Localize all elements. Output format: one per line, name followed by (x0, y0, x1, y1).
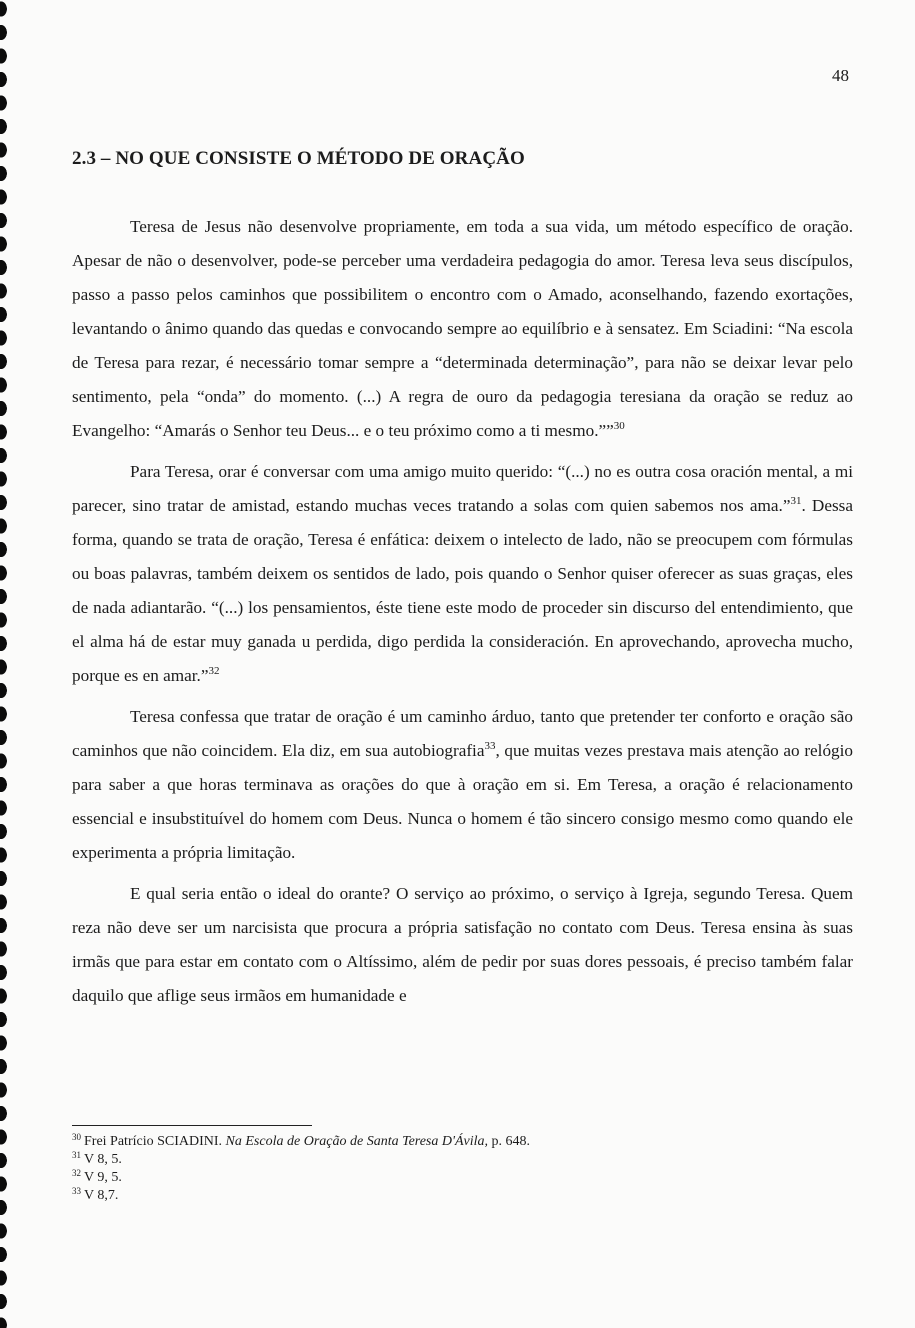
footnote-ref: 30 (613, 420, 625, 432)
paragraph: Para Teresa, orar é conversar com uma amigo muito querido: “(...) no es outra cosa oración mental, a mi parecer, sino tratar de amistad, estando muchas veces tratando a solas com quien sabemos nos ama.”$^{31}$. Dessa forma, quando se trata de oração, Teresa é enfática: deixem o intelecto de lado, não se preocupem com fórmulas ou boas palavras, também deixem os sentidos de lado, pois quando o Senhor quiser oferecer as suas graças, eles de nada adiantarão. “(...) los pensamientos, éste tiene este modo de proceder sin discurso del entendimiento, que el alma há de estar muy ganada u perdida, digo perdida la consideración. En aprovechando, aprovecha mucho, porque es en amar.”$^{32}$ (72, 462, 853, 685)
footnote-ref: 33 (484, 740, 496, 752)
footnote: $^{30}$ Frei Patrício SCIADINI. Na Escola de Oração de Santa Teresa D'Ávila, p. 648. (72, 1132, 531, 1149)
paragraph: E qual seria então o ideal do orante? O serviço ao próximo, o serviço à Igreja, segundo Teresa. Quem reza não deve ser um narcisista que procura a própria satisfação no contato com Deus. Teresa ensina às suas irmãs que para estar em contato com o Altíssimo, além de pedir por suas dores pessoais, é preciso também falar daquilo que aflige seus irmãos em humanidade e (72, 884, 853, 1005)
body-text (72, 210, 853, 1020)
footnote: $^{31}$ V 8, 5. (72, 1150, 122, 1167)
paragraph: Teresa de Jesus não desenvolve propriamente, em toda a sua vida, um método específico de oração. Apesar de não o desenvolver, pode-se perceber uma verdadeira pedagogia do amor. Teresa leva seus discípulos, passo a passo pelos caminhos que possibilitem o encontro com o Amado, aconselhando, fazendo exortações, levantando o ânimo quando das quedas e convocando sempre ao equilíbrio e à sensatez. Em Sciadini: “Na escola de Teresa para rezar, é necessário tomar sempre a “determinada determinação”, para não se deixar levar pelo sentimento, pela “onda” do momento. (...) A regra de ouro da pedagogia teresiana da oração se reduz ao Evangelho: “Amarás o Senhor teu Deus... e o teu próximo como a ti mesmo.””$^{30}$ (72, 217, 853, 440)
footnote: $^{33}$ V 8,7. (72, 1186, 119, 1203)
footnotes (72, 1133, 772, 1205)
footnote-rule (72, 1125, 312, 1126)
footnote-ref: 32 (208, 665, 220, 677)
page-number: 48 (832, 66, 849, 85)
footnote: $^{32}$ V 9, 5. (72, 1168, 122, 1185)
binding-holes (0, 0, 14, 1328)
section-heading: 2.3 – NO QUE CONSISTE O MÉTODO DE ORAÇÃO (72, 148, 525, 169)
footnote-ref: 31 (790, 495, 802, 507)
paragraph: Teresa confessa que tratar de oração é um caminho árduo, tanto que pretender ter conforto e oração são caminhos que não coincidem. Ela diz, em sua autobiografia$^{33}$, que muitas vezes prestava mais atenção ao relógio para saber a que horas terminava as orações do que à oração em si. Em Teresa, a oração é relacionamento essencial e insubstituível do homem com Deus. Nunca o homem é tão sincero consigo mesmo como quando ele experimenta a própria limitação. (72, 707, 853, 862)
